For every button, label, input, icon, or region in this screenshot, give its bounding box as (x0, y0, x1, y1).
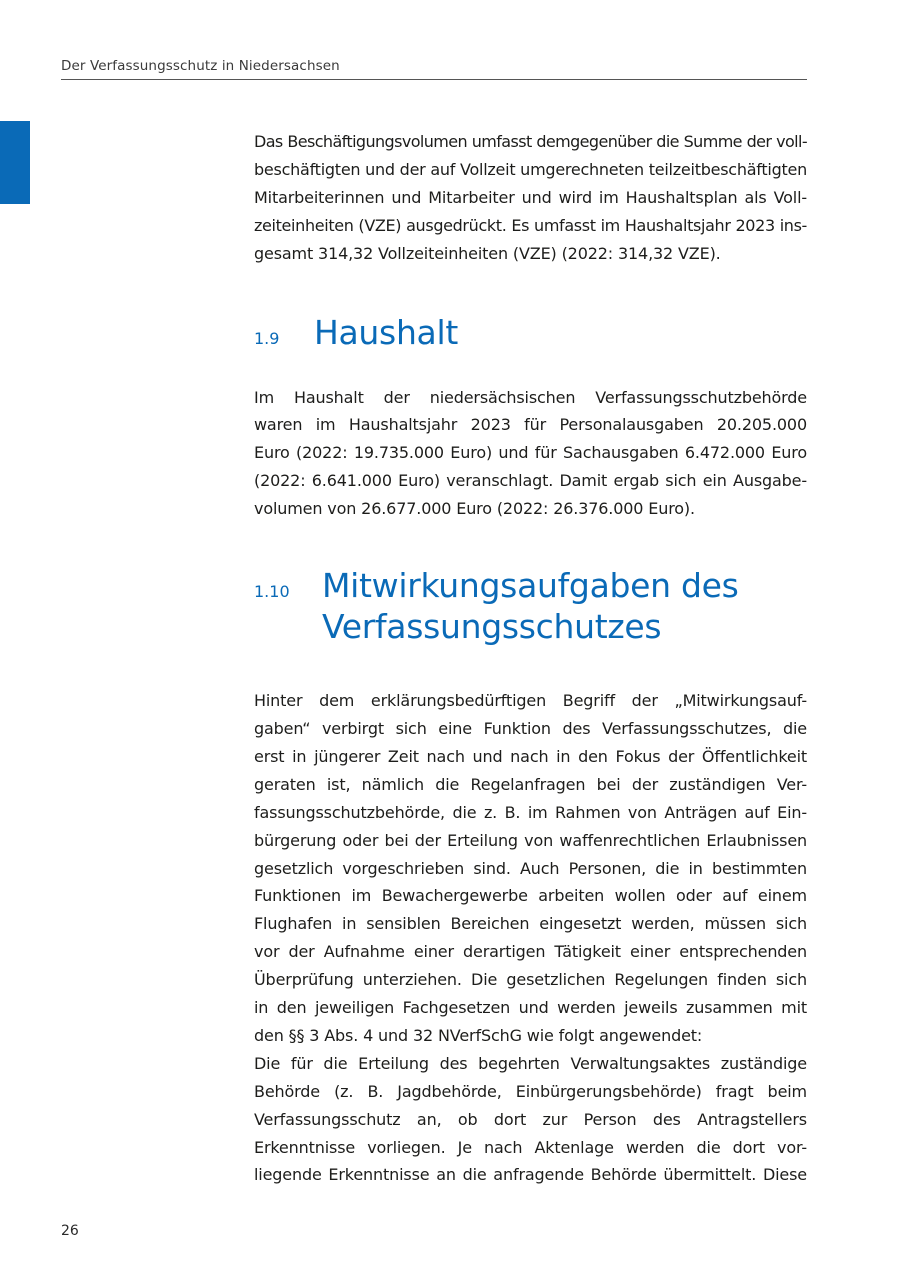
text-line: Die für die Erteilung des begehrten Verwaltungsaktes zuständige (254, 1053, 807, 1073)
text-line: zeiteinheiten (VZE) ausgedrückt. Es umfasst im Haushaltsjahr 2023 ins- (254, 215, 807, 235)
section-title-line: Mitwirkungsaufgaben des (322, 566, 739, 606)
text-line: bürgerung oder bei der Erteilung von waffenrechtlichen Erlaubnissen (254, 830, 807, 850)
running-header: Der Verfassungsschutz in Niedersachsen (61, 58, 807, 80)
text-line: vor der Aufnahme einer derartigen Tätigkeit einer entsprechenden (254, 942, 807, 962)
section-number: 1.10 (254, 582, 290, 602)
text-line: Euro (2022: 19.735.000 Euro) und für Sachausgaben 6.472.000 Euro (254, 443, 807, 463)
text-line: den §§ 3 Abs. 4 und 32 NVerfSchG wie folgt angewendet: (254, 1025, 703, 1045)
text-line: Überprüfung unterziehen. Die gesetzlichen Regelungen finden sich (254, 970, 807, 990)
text-line: Behörde (z. B. Jagdbehörde, Einbürgerungsbehörde) fragt beim (254, 1081, 807, 1101)
section-title: Haushalt (314, 312, 458, 352)
section-number: 1.9 (254, 328, 280, 348)
page-number: 26 (61, 1223, 79, 1239)
text-line: beschäftigten und der auf Vollzeit umgerechneten teilzeitbeschäftigten (254, 159, 808, 179)
text-line: Im Haushalt der niedersächsischen Verfassungsschutzbehörde (254, 387, 807, 407)
section-heading-haushalt (254, 312, 807, 353)
chapter-marker-tab (0, 121, 30, 204)
text-line: Mitarbeiterinnen und Mitarbeiter und wird im Haushaltsplan als Voll- (254, 187, 807, 207)
text-line: gaben“ verbirgt sich eine Funktion des Verfassungsschutzes, die (254, 718, 807, 738)
text-line: Funktionen im Bewachergewerbe arbeiten wollen oder auf einem (254, 886, 807, 906)
section-heading-mitwirkungsaufgaben (254, 565, 807, 647)
text-line: geraten ist, nämlich die Regelanfragen bei der zuständigen Ver- (254, 774, 807, 794)
text-line: Erkenntnisse vorliegen. Je nach Aktenlage werden die dort vor- (254, 1137, 807, 1157)
text-line: (2022: 6.641.000 Euro) veranschlagt. Damit ergab sich ein Ausgabe- (254, 471, 807, 491)
text-line: in den jeweiligen Fachgesetzen und werden jeweils zusammen mit (254, 998, 807, 1018)
text-line: gesamt 314,32 Vollzeiteinheiten (VZE) (2022: 314,32 VZE). (254, 243, 721, 263)
text-line: Das Beschäftigungsvolumen umfasst demgegenüber die Summe der voll- (254, 132, 807, 151)
section-title-line: Verfassungsschutzes (322, 607, 662, 647)
text-line: erst in jüngerer Zeit nach und nach in den Fokus der Öffentlichkeit (254, 746, 807, 766)
text-line: volumen von 26.677.000 Euro (2022: 26.376.000 Euro). (254, 499, 695, 519)
text-line: Verfassungsschutz an, ob dort zur Person des Antragstellers (254, 1109, 807, 1129)
text-line: liegende Erkenntnisse an die anfragende Behörde übermittelt. Diese (254, 1165, 807, 1185)
haushalt-paragraph (254, 384, 807, 524)
text-line: gesetzlich vorgeschrieben sind. Auch Personen, die in bestimmten (254, 858, 807, 878)
text-line: Hinter dem erklärungsbedürftigen Begriff der „Mitwirkungsauf- (254, 691, 807, 711)
page-content (254, 128, 807, 1189)
text-line: fassungsschutzbehörde, die z. B. im Rahmen von Anträgen auf Ein- (254, 802, 807, 822)
mitwirkungsaufgaben-paragraph (254, 687, 807, 1189)
intro-paragraph (254, 128, 807, 268)
text-line: Flughafen in sensiblen Bereichen eingesetzt werden, müssen sich (254, 914, 807, 934)
text-line: waren im Haushaltsjahr 2023 für Personalausgaben 20.205.000 (254, 415, 807, 435)
